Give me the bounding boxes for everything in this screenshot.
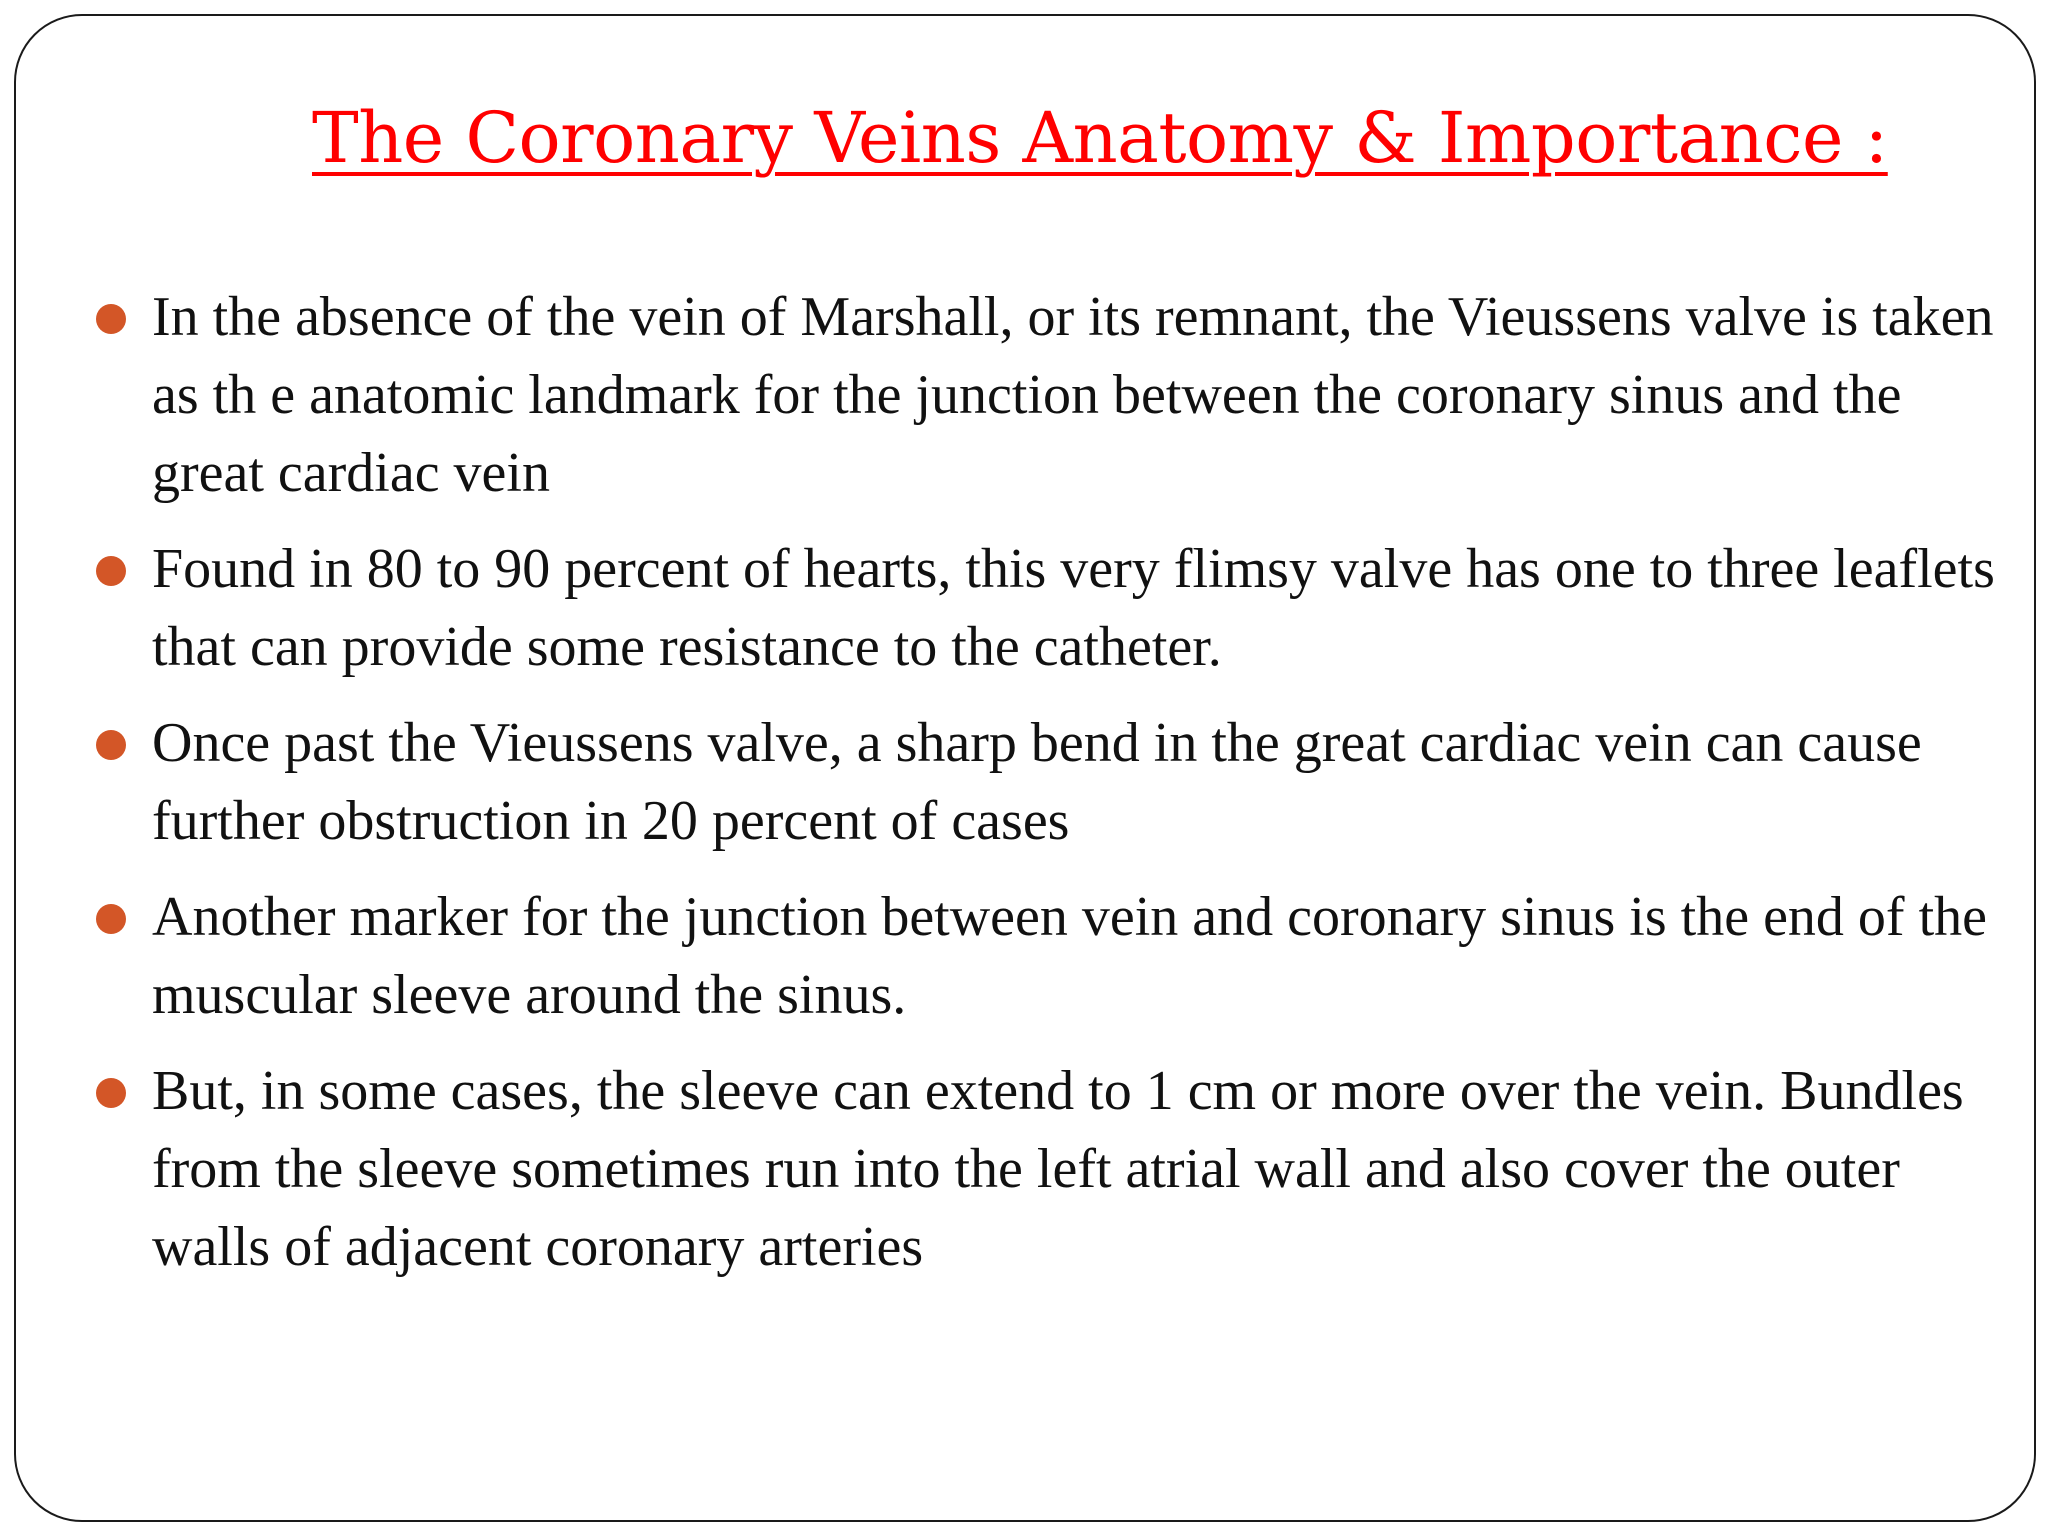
bullet-text: Another marker for the junction between vein and coronary sinus is the end of the muscular sleeve around the sinus. <box>152 886 1987 1026</box>
slide-title: The Coronary Veins Anatomy & Importance : <box>312 97 1888 179</box>
bullet-item <box>16 278 2038 512</box>
bullet-dot-icon <box>96 556 126 586</box>
slide <box>14 14 2036 1522</box>
bullet-item <box>16 530 2038 686</box>
bullet-text: Found in 80 to 90 percent of hearts, this very flimsy valve has one to three leaflets that can provide some resistance to the catheter. <box>152 538 1995 678</box>
bullet-dot-icon <box>96 1078 126 1108</box>
bullet-item <box>16 878 2038 1034</box>
bullet-dot-icon <box>96 904 126 934</box>
bullet-list <box>16 278 2038 1304</box>
bullet-text: In the absence of the vein of Marshall, or its remnant, the Vieussens valve is taken as th e anatomic landmark for the junction between the coronary sinus and the great cardiac vein <box>152 286 1994 504</box>
bullet-text: Once past the Vieussens valve, a sharp bend in the great cardiac vein can cause further obstruction in 20 percent of cases <box>152 712 1922 852</box>
bullet-item <box>16 1052 2038 1286</box>
bullet-dot-icon <box>96 304 126 334</box>
bullet-item <box>16 704 2038 860</box>
bullet-text: But, in some cases, the sleeve can extend to 1 cm or more over the vein. Bundles from the sleeve sometimes run into the left atrial wall and also cover the outer walls of adjacent coronary arteries <box>152 1060 1964 1278</box>
bullet-dot-icon <box>96 730 126 760</box>
